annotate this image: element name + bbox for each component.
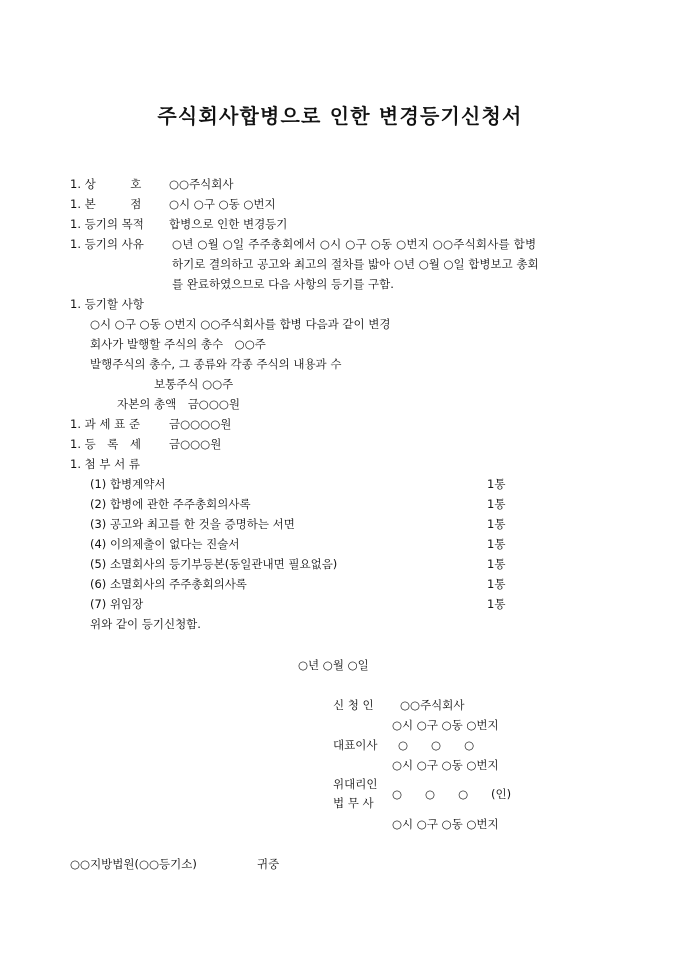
reason-label: 1. 등기의 사유 [70,237,144,251]
reason-line: 하기로 결의하고 공고와 최고의 절차를 밟아 ○년 ○월 ○일 합병보고 총회 [172,257,539,271]
matters-label: 1. 등기할 사항 [70,297,144,311]
matters-line: 보통주식 ○○주 [154,377,234,391]
attachments-label: 1. 첨 부 서 류 [70,457,141,471]
purpose-value: 합병으로 인한 변경등기 [169,217,288,231]
attachment-item: (7) 위임장 [90,597,144,611]
trade-name-value: ○○주식회사 [169,177,234,191]
document-title: 주식회사합병으로 인한 변경등기신청서 [157,104,523,128]
attachment-count: 1통 [487,497,506,511]
matters-line: ○시 ○구 ○동 ○번지 ○○주식회사를 합병 다음과 같이 변경 [90,317,391,331]
representative-name: ○ ○ ○ [398,738,475,752]
applicant-name: ○○주식회사 [400,698,465,712]
registration-tax-label: 1. 등 록 세 [70,437,141,451]
recipient-suffix: 귀중 [257,857,280,871]
applicant-label: 신 청 인 [333,698,374,712]
agent-label: 위대리인 [333,777,378,791]
head-office-label: 1. 본 점 [70,197,142,211]
attachment-item: (2) 합병에 관한 주주총회의사록 [90,497,251,511]
matters-line: 자본의 총액 금○○○원 [117,397,241,411]
attachment-count: 1통 [487,517,506,531]
attachment-item: (4) 이의제출이 없다는 진술서 [90,537,240,551]
application-date: ○년 ○월 ○일 [298,658,369,672]
registration-tax-value: 금○○○원 [169,437,222,451]
representative-label: 대표이사 [333,738,378,752]
attachment-item: (5) 소멸회사의 등기부등본(동일관내면 필요없음) [90,557,338,571]
tax-base-value: 금○○○○원 [169,417,232,431]
seal-mark: (인) [491,787,512,801]
attachment-count: 1통 [487,557,506,571]
representative-address: ○시 ○구 ○동 ○번지 [392,758,499,772]
tax-base-label: 1. 과 세 표 준 [70,417,141,431]
court-name: ○○지방법원(○○등기소) [70,857,197,871]
attachment-item: (1) 합병계약서 [90,477,166,491]
agent-title-label: 법 무 사 [333,796,374,810]
agent-name: ○ ○ ○ [392,787,469,801]
reason-line: 를 완료하였으므로 다음 사항의 등기를 구함. [172,277,394,291]
agent-address: ○시 ○구 ○동 ○번지 [392,817,499,831]
applicant-address: ○시 ○구 ○동 ○번지 [392,718,499,732]
matters-line: 회사가 발행할 주식의 총수 ○○주 [90,337,266,351]
attachment-count: 1통 [487,577,506,591]
attachment-count: 1통 [487,597,506,611]
reason-line: ○년 ○월 ○일 주주총회에서 ○시 ○구 ○동 ○번지 ○○주식회사를 합병 [172,237,537,251]
matters-line: 발행주식의 총수, 그 종류와 각종 주식의 내용과 수 [90,357,342,371]
closing-statement: 위와 같이 등기신청함. [90,617,201,631]
attachment-item: (3) 공고와 최고를 한 것을 증명하는 서면 [90,517,295,531]
purpose-label: 1. 등기의 목적 [70,217,144,231]
head-office-value: ○시 ○구 ○동 ○번지 [169,197,276,211]
attachment-count: 1통 [487,537,506,551]
attachment-count: 1통 [487,477,506,491]
attachment-item: (6) 소멸회사의 주주총회의사록 [90,577,247,591]
trade-name-label: 1. 상 호 [70,177,142,191]
